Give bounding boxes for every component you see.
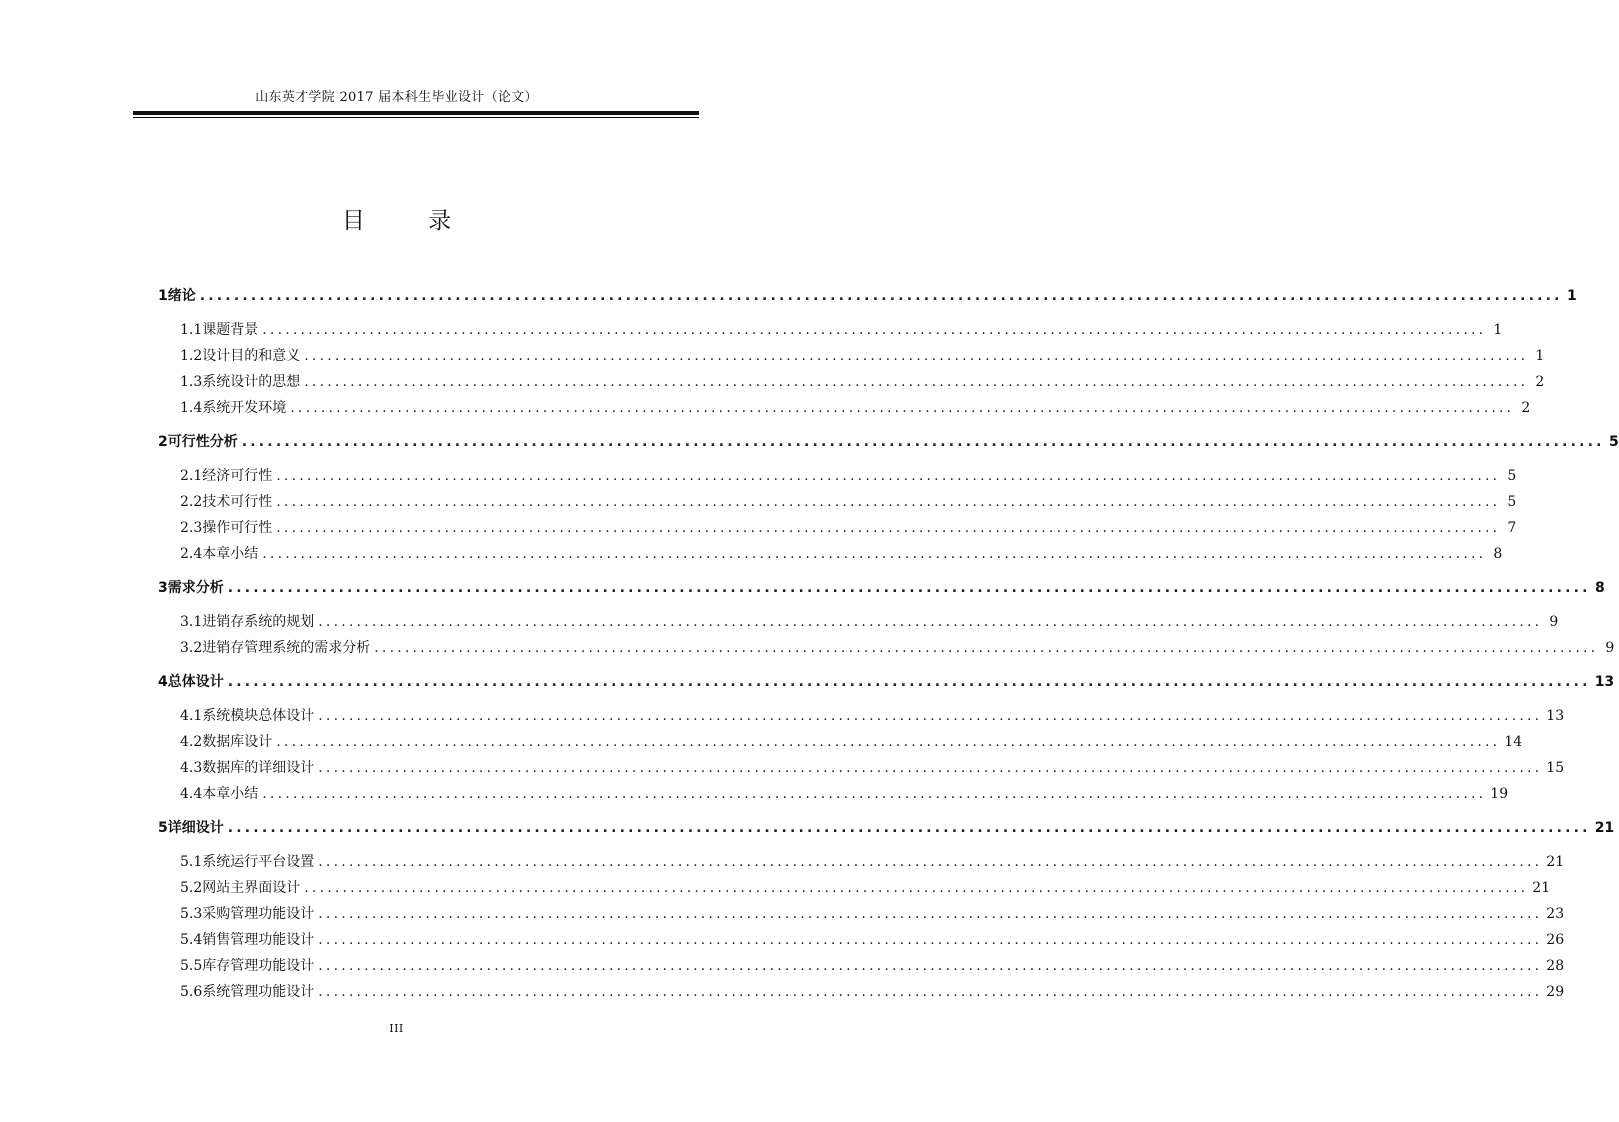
toc-dot-leader: ................................................................................................................................................................ [304, 880, 1529, 896]
toc-entry-number: 4.3 [180, 760, 203, 776]
toc-dot-leader: ................................................................................................................................................................ [262, 786, 1487, 802]
page-header: 山东英才学院 2017 届本科生毕业设计（论文） [255, 90, 538, 105]
toc-dot-leader: ................................................................................................................................................................ [318, 984, 1543, 1000]
toc-entry-title: 进销存系统的规划 [202, 614, 315, 630]
toc-entry-title: 总体设计 [167, 674, 224, 690]
toc-dot-leader: ................................................................................................................................................................ [276, 520, 1501, 536]
toc-dot-leader: ................................................................................................................................................................ [199, 288, 1563, 304]
toc-entry-number: 2.2 [180, 494, 203, 510]
toc-chapter-entry[interactable] [0, 669, 1615, 691]
toc-section-entry[interactable] [0, 875, 1551, 897]
toc-section-entry[interactable] [0, 729, 1523, 751]
toc-entry-title: 数据库设计 [202, 734, 273, 750]
toc-entry-page: 23 [1546, 906, 1565, 922]
toc-entry-title: 系统管理功能设计 [202, 984, 315, 1000]
toc-entry-page: 15 [1546, 760, 1565, 776]
toc-entry-title: 操作可行性 [202, 520, 273, 536]
toc-entry-title: 本章小结 [202, 786, 259, 802]
toc-entry-number: 4.4 [180, 786, 203, 802]
toc-entry-title: 系统模块总体设计 [202, 708, 315, 724]
toc-entry-number: 5.2 [180, 880, 203, 896]
toc-dot-leader: ................................................................................................................................................................ [374, 640, 1599, 656]
toc-dot-leader: ................................................................................................................................................................ [318, 932, 1543, 948]
toc-section-entry[interactable] [0, 541, 1503, 563]
toc-chapter-entry[interactable] [0, 815, 1615, 837]
toc-entry-number: 5 [158, 820, 168, 836]
toc-entry-title: 系统开发环境 [202, 400, 287, 416]
toc-entry-page: 13 [1594, 674, 1615, 690]
toc-dot-leader: ................................................................................................................................................................ [318, 708, 1543, 724]
toc-entry-title: 库存管理功能设计 [202, 958, 315, 974]
toc-entry-page: 1 [1566, 288, 1577, 304]
toc-dot-leader: ................................................................................................................................................................ [318, 614, 1543, 630]
toc-chapter-entry[interactable] [0, 283, 1577, 305]
toc-entry-number: 2.4 [180, 546, 203, 562]
toc-chapter-entry[interactable] [0, 429, 1619, 451]
toc-entry-page: 14 [1504, 734, 1523, 750]
toc-section-entry[interactable] [0, 755, 1565, 777]
toc-entry-number: 2.1 [180, 468, 203, 484]
toc-section-entry[interactable] [0, 463, 1517, 485]
toc-entry-number: 1.2 [180, 348, 203, 364]
toc-entry-page: 1 [1535, 348, 1545, 364]
page-number: III [389, 1022, 404, 1035]
toc-entry-number: 5.1 [180, 854, 203, 870]
toc-entry-title: 采购管理功能设计 [202, 906, 315, 922]
toc-dot-leader: ................................................................................................................................................................ [318, 958, 1543, 974]
header-rule-thick [133, 111, 699, 115]
toc-entry-number: 2.3 [180, 520, 203, 536]
toc-entry-number: 4 [158, 674, 168, 690]
toc-section-entry[interactable] [0, 489, 1517, 511]
toc-entry-page: 8 [1493, 546, 1503, 562]
toc-entry-page: 9 [1549, 614, 1559, 630]
toc-entry-title: 技术可行性 [202, 494, 273, 510]
toc-entry-page: 2 [1535, 374, 1545, 390]
toc-entry-number: 2 [158, 434, 168, 450]
toc-entry-page: 19 [1490, 786, 1509, 802]
toc-entry-number: 3.1 [180, 614, 203, 630]
toc-entry-page: 2 [1521, 400, 1531, 416]
toc-section-entry[interactable] [0, 703, 1565, 725]
toc-entry-title: 数据库的详细设计 [202, 760, 315, 776]
toc-dot-leader: ................................................................................................................................................................ [262, 322, 1487, 338]
toc-entry-title: 经济可行性 [202, 468, 273, 484]
toc-section-entry[interactable] [0, 317, 1503, 339]
toc-entry-page: 21 [1546, 854, 1565, 870]
toc-section-entry[interactable] [0, 609, 1559, 631]
toc-section-entry[interactable] [0, 343, 1545, 365]
toc-section-entry[interactable] [0, 979, 1565, 1001]
toc-entry-page: 1 [1493, 322, 1503, 338]
toc-entry-title: 设计目的和意义 [202, 348, 301, 364]
toc-entry-page: 9 [1605, 640, 1615, 656]
toc-dot-leader: ................................................................................................................................................................ [304, 348, 1529, 364]
toc-entry-title: 网站主界面设计 [202, 880, 301, 896]
toc-dot-leader: ................................................................................................................................................................ [304, 374, 1529, 390]
toc-dot-leader: ................................................................................................................................................................ [227, 580, 1591, 596]
toc-entry-number: 1.1 [180, 322, 203, 338]
toc-entry-title: 绪论 [167, 288, 196, 304]
toc-entry-number: 5.5 [180, 958, 203, 974]
toc-section-entry[interactable] [0, 395, 1531, 417]
toc-entry-page: 26 [1546, 932, 1565, 948]
toc-dot-leader: ................................................................................................................................................................ [227, 674, 1591, 690]
toc-entry-number: 1.4 [180, 400, 203, 416]
toc-dot-leader: ................................................................................................................................................................ [318, 760, 1543, 776]
toc-entry-page: 13 [1546, 708, 1565, 724]
toc-title: 目 录 [341, 208, 480, 234]
toc-dot-leader: ................................................................................................................................................................ [318, 906, 1543, 922]
toc-entry-title: 课题背景 [202, 322, 259, 338]
toc-dot-leader: ................................................................................................................................................................ [262, 546, 1487, 562]
toc-entry-number: 4.1 [180, 708, 203, 724]
toc-entry-page: 7 [1507, 520, 1517, 536]
toc-section-entry[interactable] [0, 927, 1565, 949]
toc-entry-page: 29 [1546, 984, 1565, 1000]
toc-dot-leader: ................................................................................................................................................................ [276, 468, 1501, 484]
toc-entry-number: 1.3 [180, 374, 203, 390]
toc-entry-title: 详细设计 [167, 820, 224, 836]
toc-section-entry[interactable] [0, 953, 1565, 975]
toc-section-entry[interactable] [0, 781, 1509, 803]
toc-entry-number: 5.6 [180, 984, 203, 1000]
toc-entry-title: 系统运行平台设置 [202, 854, 315, 870]
toc-entry-title: 销售管理功能设计 [202, 932, 315, 948]
toc-entry-number: 5.4 [180, 932, 203, 948]
toc-entry-page: 28 [1546, 958, 1565, 974]
toc-entry-title: 本章小结 [202, 546, 259, 562]
toc-entry-title: 需求分析 [167, 580, 224, 596]
header-rule-thin [133, 117, 699, 118]
toc-entry-page: 21 [1532, 880, 1551, 896]
toc-entry-page: 5 [1608, 434, 1619, 450]
toc-entry-number: 3 [158, 580, 168, 596]
toc-entry-title: 进销存管理系统的需求分析 [202, 640, 371, 656]
toc-entry-page: 5 [1507, 494, 1517, 510]
toc-dot-leader: ................................................................................................................................................................ [290, 400, 1515, 416]
toc-entry-number: 3.2 [180, 640, 203, 656]
toc-chapter-entry[interactable] [0, 575, 1605, 597]
toc-entry-title: 可行性分析 [167, 434, 238, 450]
toc-section-entry[interactable] [0, 369, 1545, 391]
toc-dot-leader: ................................................................................................................................................................ [318, 854, 1543, 870]
toc-section-entry[interactable] [0, 901, 1565, 923]
toc-entry-page: 5 [1507, 468, 1517, 484]
toc-entry-number: 5.3 [180, 906, 203, 922]
toc-entry-page: 21 [1594, 820, 1615, 836]
toc-entry-number: 4.2 [180, 734, 203, 750]
toc-entry-title: 系统设计的思想 [202, 374, 301, 390]
toc-section-entry[interactable] [0, 849, 1565, 871]
toc-dot-leader: ................................................................................................................................................................ [276, 734, 1501, 750]
toc-dot-leader: ................................................................................................................................................................ [276, 494, 1501, 510]
toc-entry-page: 8 [1594, 580, 1605, 596]
toc-section-entry[interactable] [0, 515, 1517, 537]
toc-dot-leader: ................................................................................................................................................................ [227, 820, 1591, 836]
toc-entry-number: 1 [158, 288, 168, 304]
toc-section-entry[interactable] [0, 635, 1615, 657]
toc-dot-leader: ................................................................................................................................................................ [241, 434, 1605, 450]
